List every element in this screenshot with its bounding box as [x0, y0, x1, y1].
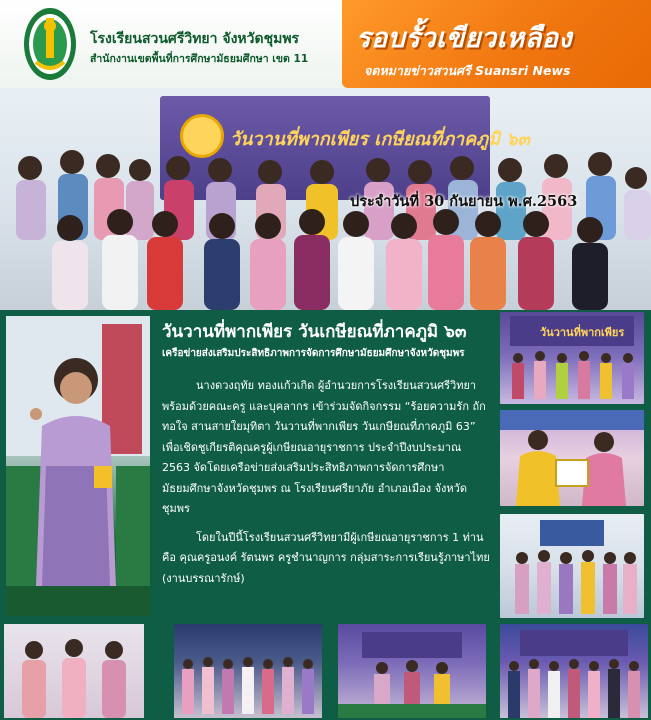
article-subtitle: เครือข่ายส่งเสริมประสิทธิภาพการจัดการศึกษามัธยมศึกษาจังหวัดชุมพร: [162, 348, 465, 359]
svg-text:วันวานที่พากเพียร: วันวานที่พากเพียร: [540, 326, 625, 339]
director-photo: [6, 316, 150, 616]
newsletter-title: รอบรั้วเขียวเหลือง: [356, 23, 573, 54]
article-section: [0, 310, 651, 620]
article-title: วันวานที่พากเพียร วันเกษียณที่ภาคภูมิ ๖๓: [162, 322, 467, 342]
education-office-name: สำนักงานเขตพื้นที่การศึกษามัธยมศึกษา เขต 11: [90, 53, 309, 65]
stage-banner-title: วันวานที่พากเพียร เกษียณที่ภาคภูมิ ๖๓: [230, 129, 530, 150]
teachers-figure: [4, 624, 144, 718]
school-name: โรงเรียนสวนศรีวิทยา จังหวัดชุมพร: [90, 31, 300, 47]
photo-strip: [0, 620, 651, 720]
event-photo-award: [500, 410, 644, 506]
article-body: [162, 376, 492, 597]
stage-group-figure: [500, 312, 644, 404]
newsletter-subtitle: จดหมายข่าวสวนศรี Suansri News: [364, 63, 571, 78]
network-group-figure: [500, 624, 648, 718]
article-paragraph: โดยในปีนี้โรงเรียนสวนศรีวิทยามีผู้เกษียณอายุราชการ 1 ท่าน คือ คุณครูอนงค์ รัตนพร ครูชำนาญการ กลุ่มสาระการเรียนรู้ภาษาไทย (งานบรรณารักษ์): [162, 530, 490, 585]
director-figure: [6, 316, 150, 616]
event-photo-group: [500, 514, 644, 618]
issue-date: ประจำวันที่ 30 กันยายน พ.ศ.2563: [350, 193, 578, 210]
award-figure: [500, 410, 644, 506]
stage-group-figure: [338, 624, 486, 718]
article-paragraph: นางดวงฤทัย ทองแก้วเกิด ผู้อำนวยการโรงเรียนสวนศรีวิทยา พร้อมด้วยคณะครู และบุคลากร เข้าร่วมจัดกิจกรรม “ร้อยความรัก ถักทอใจ สานสายใยมุทิตา วันวานที่พากเพียร วันเกษียณที่ภาคภูมิ 63” เพื่อเชิดชูเกียรติคุณครูผู้เกษียณอายุราชการ ประจำปีงบประมาณ 2563 จัดโดยเครือข่ายส่งเสริมประสิทธิภาพการจัดการศึกษามัธยมศึกษาจังหวัดชุมพร ณ โรงเรียนศรียาภัย อำเภอเมือง จังหวัดชุมพร: [162, 379, 486, 515]
school-emblem-icon: [22, 4, 78, 82]
ceremony-figure: [174, 624, 322, 718]
photo-thumb-network-group: [500, 624, 648, 718]
group-figure: [500, 514, 644, 618]
photo-thumb-teachers: [4, 624, 144, 718]
photo-thumb-ceremony: [174, 624, 322, 718]
newsletter-banner: [342, 0, 651, 88]
group-photo: [0, 88, 651, 310]
event-photo-stage: [500, 312, 644, 404]
photo-thumb-stage-group: [338, 624, 486, 718]
